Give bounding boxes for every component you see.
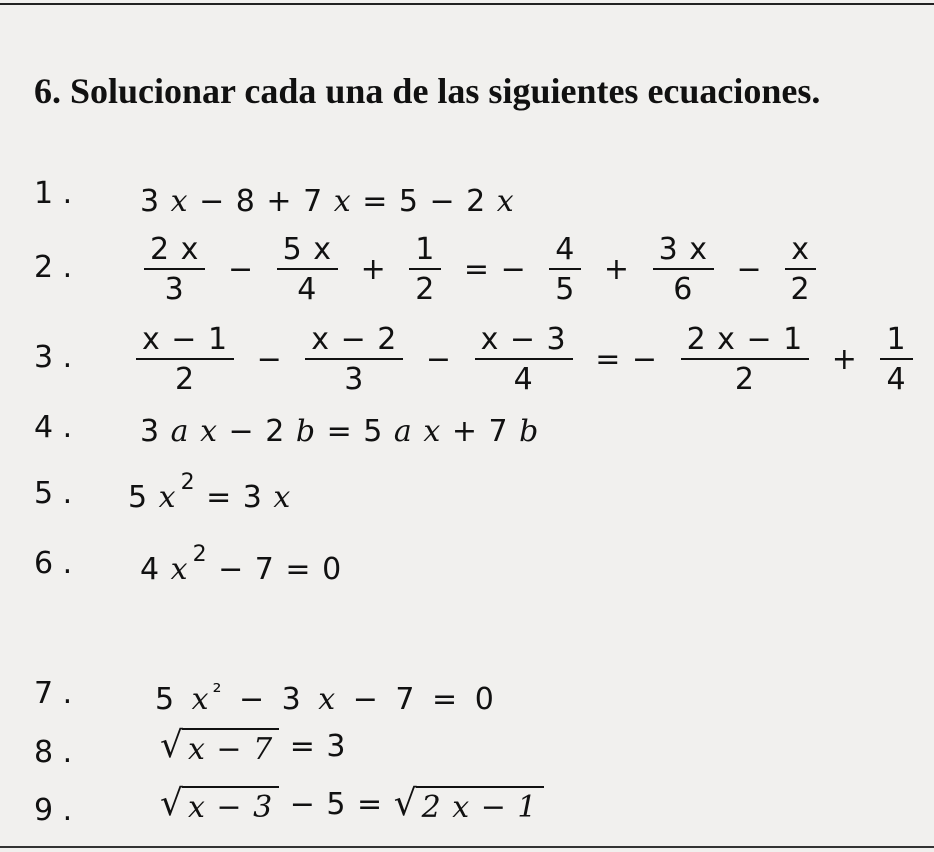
eq3-fraction-1	[136, 324, 234, 395]
eq7-coef-a: 5	[155, 682, 179, 717]
radicand: x − 7	[182, 728, 279, 767]
eq9-square-root-1	[160, 783, 279, 825]
equation-2	[140, 234, 820, 305]
eq2-fraction-5	[653, 234, 714, 305]
operator: −	[256, 342, 283, 377]
equation-9	[160, 783, 544, 825]
eq6-part-b: − 7 = 0	[218, 552, 343, 587]
numerator: 3 x	[653, 234, 714, 270]
eq6-var-1: x	[170, 552, 189, 587]
numerator: x − 2	[305, 324, 403, 360]
operator: +	[831, 342, 858, 377]
bottom-border-line	[0, 846, 934, 848]
eq4-var-2: b	[295, 414, 317, 449]
denominator: 2	[415, 271, 436, 307]
eq4-coef-a: 3	[140, 414, 161, 449]
eq9-middle: − 5 =	[289, 787, 384, 822]
radical-sign: √	[160, 783, 184, 824]
equation-5	[128, 470, 292, 515]
equation-1	[140, 184, 515, 219]
denominator: 4	[297, 271, 318, 307]
eq4-var-1: a x	[170, 414, 218, 449]
eq3-fraction-3	[475, 324, 573, 395]
eq3-fraction-2	[305, 324, 403, 395]
equation-6	[140, 542, 343, 587]
eq7-var-1: x	[191, 682, 213, 717]
eq6-exponent: 2	[192, 542, 208, 567]
eq5-exponent: 2	[180, 470, 196, 495]
equals-sign: = −	[463, 252, 527, 287]
equation-8	[160, 725, 347, 767]
equation-4	[140, 414, 539, 449]
item-number-7: 7 .	[34, 676, 73, 711]
eq7-part-c: − 7 = 0	[352, 682, 498, 717]
numerator: 2 x	[144, 234, 205, 270]
eq4-part-d: + 7	[451, 414, 509, 449]
eq5-part-b: = 3	[206, 480, 263, 515]
item-number-9: 9 .	[34, 793, 73, 828]
item-number-2: 2 .	[34, 250, 73, 285]
eq2-fraction-6	[785, 234, 816, 305]
numerator: 5 x	[277, 234, 338, 270]
radicand: 2 x − 1	[416, 786, 544, 825]
denominator: 2	[734, 361, 755, 397]
denominator: 6	[673, 271, 694, 307]
radical-sign: √	[160, 725, 184, 766]
equals-sign: = −	[595, 342, 659, 377]
eq5-coef-a: 5	[128, 480, 149, 515]
top-border-line	[0, 3, 934, 5]
equation-3	[132, 324, 917, 395]
item-number-8: 8 .	[34, 735, 73, 770]
operator: +	[360, 252, 387, 287]
denominator: 2	[790, 271, 811, 307]
eq2-fraction-4	[549, 234, 581, 305]
eq7-var-2: x	[318, 682, 340, 717]
numerator: 2 x − 1	[681, 324, 810, 360]
operator: −	[736, 252, 763, 287]
denominator: 3	[344, 361, 365, 397]
eq7-part-b: − 3	[238, 682, 305, 717]
numerator: 1	[880, 324, 912, 360]
denominator: 5	[555, 271, 576, 307]
denominator: 4	[513, 361, 534, 397]
denominator: 4	[886, 361, 907, 397]
eq1-var-3: x	[496, 184, 515, 219]
eq1-part-c: = 5 − 2	[362, 184, 487, 219]
eq1-part-b: − 8 + 7	[199, 184, 324, 219]
eq8-square-root	[160, 725, 279, 767]
item-number-5: 5 .	[34, 476, 73, 511]
numerator: 4	[549, 234, 581, 270]
item-number-6: 6 .	[34, 546, 73, 581]
eq3-fraction-5	[880, 324, 912, 395]
eq2-fraction-3	[409, 234, 441, 305]
operator: −	[227, 252, 255, 287]
numerator: x	[785, 234, 816, 270]
eq5-var-2: x	[273, 480, 292, 515]
eq2-fraction-2	[277, 234, 338, 305]
item-number-4: 4 .	[34, 410, 73, 445]
radical-sign: √	[393, 783, 418, 824]
eq6-coef-a: 4	[140, 552, 161, 587]
denominator: 3	[164, 271, 185, 307]
numerator: x − 1	[136, 324, 234, 360]
numerator: 1	[409, 234, 441, 270]
denominator: 2	[174, 361, 196, 397]
eq5-var-1: x	[158, 480, 177, 515]
operator: −	[425, 342, 453, 377]
eq4-part-b: − 2	[228, 414, 286, 449]
eq3-fraction-4	[681, 324, 810, 395]
item-number-1: 1 .	[34, 176, 73, 211]
equation-7	[155, 682, 498, 717]
item-number-3: 3 .	[34, 340, 73, 375]
eq4-var-4: b	[519, 414, 540, 449]
eq9-square-root-2	[393, 783, 544, 825]
eq1-coef-a: 3	[140, 184, 161, 219]
numerator: x − 3	[475, 324, 573, 360]
eq7-exponent: ²	[212, 680, 226, 705]
eq4-part-c: = 5	[326, 414, 384, 449]
eq8-rest: = 3	[289, 729, 347, 764]
operator: +	[603, 252, 631, 287]
eq4-var-3: a x	[393, 414, 442, 449]
eq1-var-1: x	[170, 184, 189, 219]
radicand: x − 3	[182, 786, 279, 825]
eq2-fraction-1	[144, 234, 205, 305]
eq1-var-2: x	[333, 184, 352, 219]
exercise-heading: 6. Solucionar cada una de las siguientes ecuaciones.	[34, 71, 821, 111]
